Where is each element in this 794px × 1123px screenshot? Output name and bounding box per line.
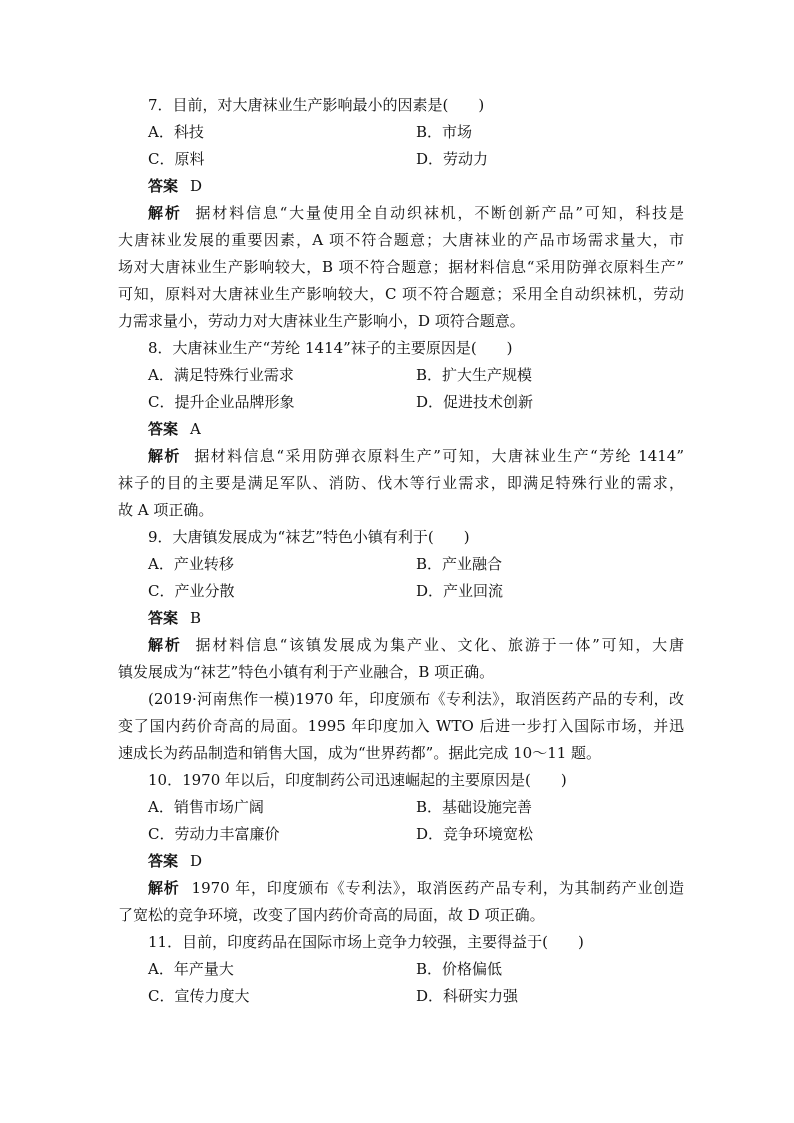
analysis-text: 据材料信息“采用防弹衣原料生产”可知，大唐袜业生产“芳纶 1414”	[192, 447, 684, 465]
question-11-option-b: B．价格偏低	[416, 960, 503, 978]
question-9-option-d: D．产业回流	[416, 582, 504, 600]
question-7-analysis-line-2: 大唐袜业发展的重要因素，A 项不符合题意；大唐袜业的产品市场需求量大，市	[118, 231, 684, 249]
question-10-options-row-2	[118, 821, 684, 848]
analysis-label: 解析	[148, 636, 182, 654]
question-10-stem: 10．1970 年以后，印度制药公司迅速崛起的主要原因是( )	[148, 771, 567, 789]
question-8-option-b: B．扩大生产规模	[416, 366, 533, 384]
question-7-option-a: A．科技	[148, 123, 204, 141]
question-8-option-a: A．满足特殊行业需求	[148, 366, 294, 384]
question-9-answer	[118, 605, 684, 632]
question-7-options-row-2	[118, 146, 684, 173]
question-8-options-row-1	[118, 362, 684, 389]
question-7-stem: 7．目前，对大唐袜业生产影响最小的因素是( )	[148, 96, 485, 114]
question-8-option-c: C．提升企业品牌形象	[148, 393, 295, 411]
question-11-option-d: D．科研实力强	[416, 987, 519, 1005]
question-7-option-d: D．劳动力	[416, 150, 489, 168]
answer-value: B	[190, 609, 202, 627]
document-page	[118, 92, 684, 1010]
question-11-option-c: C．宣传力度大	[148, 987, 250, 1005]
question-9-option-a: A．产业转移	[148, 555, 234, 573]
question-9-analysis-line-2: 镇发展成为“袜艺”特色小镇有利于产业融合，B 项正确。	[118, 663, 495, 681]
question-11-options-row-1	[118, 956, 684, 983]
question-10-analysis-line-2: 了宽松的竞争环境，改变了国内药价奇高的局面，故 D 项正确。	[118, 906, 545, 924]
question-7-analysis-line-4: 可知，原料对大唐袜业生产影响较大，C 项不符合题意；采用全自动织袜机，劳动	[118, 285, 684, 303]
question-7-analysis-line-1	[118, 200, 684, 227]
question-11-option-a: A．年产量大	[148, 960, 234, 978]
question-7-options-row-1	[118, 119, 684, 146]
question-10-options-row-1	[118, 794, 684, 821]
question-10-option-a: A．销售市场广阔	[148, 798, 264, 816]
question-10-analysis-line-1	[118, 875, 684, 902]
answer-label: 答案	[148, 609, 179, 627]
question-9-options-row-2	[118, 578, 684, 605]
answer-label: 答案	[148, 177, 179, 195]
analysis-label: 解析	[148, 447, 181, 465]
question-11-stem: 11．目前，印度药品在国际市场上竞争力较强，主要得益于( )	[148, 933, 584, 951]
question-8-answer	[118, 416, 684, 443]
question-9-options-row-1	[118, 551, 684, 578]
question-9-stem: 9．大唐镇发展成为“袜艺”特色小镇有利于( )	[148, 528, 470, 546]
answer-value: D	[190, 852, 203, 870]
question-8-analysis-line-1	[118, 443, 684, 470]
material-line-2: 变了国内药价奇高的局面。1995 年印度加入 WTO 后进一步打入国际市场，并迅	[118, 717, 684, 735]
answer-value: A	[190, 420, 201, 438]
analysis-label: 解析	[148, 204, 182, 222]
question-8-option-d: D．促进技术创新	[416, 393, 534, 411]
question-7-option-c: C．原料	[148, 150, 205, 168]
question-9-option-c: C．产业分散	[148, 582, 235, 600]
answer-label: 答案	[148, 852, 179, 870]
question-11-options-row-2	[118, 983, 684, 1010]
question-7-analysis-line-5: 力需求量小，劳动力对大唐袜业生产影响小，D 项符合题意。	[118, 312, 525, 330]
question-7-analysis-line-3: 场对大唐袜业生产影响较大，B 项不符合题意；据材料信息“采用防弹衣原料生产”	[118, 258, 684, 276]
analysis-label: 解析	[148, 879, 180, 897]
material-line-3: 速成长为药品制造和销售大国，成为“世界药都”。据此完成 10～11 题。	[118, 744, 602, 762]
question-9-analysis-line-1	[118, 632, 684, 659]
analysis-text: 1970 年，印度颁布《专利法》，取消医药产品专利，为其制药产业创造	[191, 879, 684, 897]
question-8-analysis-line-2: 袜子的目的主要是满足军队、消防、伐木等行业需求，即满足特殊行业的需求，	[118, 474, 684, 492]
analysis-text: 据材料信息“该镇发展成为集产业、文化、旅游于一体”可知，大唐	[193, 636, 684, 654]
question-10-option-d: D．竞争环境宽松	[416, 825, 534, 843]
question-8-options-row-2	[118, 389, 684, 416]
answer-value: D	[190, 177, 203, 195]
question-7-option-b: B．市场	[416, 123, 473, 141]
analysis-text: 据材料信息“大量使用全自动织袜机，不断创新产品”可知，科技是	[193, 204, 684, 222]
question-8-stem: 8．大唐袜业生产“芳纶 1414”袜子的主要原因是( )	[148, 339, 513, 357]
question-10-option-b: B．基础设施完善	[416, 798, 533, 816]
question-7-answer	[118, 173, 684, 200]
question-8-analysis-line-3: 故 A 项正确。	[118, 501, 214, 519]
question-10-option-c: C．劳动力丰富廉价	[148, 825, 280, 843]
question-9-option-b: B．产业融合	[416, 555, 503, 573]
answer-label: 答案	[148, 420, 179, 438]
material-line-1: (2019·河南焦作一模)1970 年，印度颁布《专利法》，取消医药产品的专利，改	[148, 690, 684, 708]
question-10-answer	[118, 848, 684, 875]
